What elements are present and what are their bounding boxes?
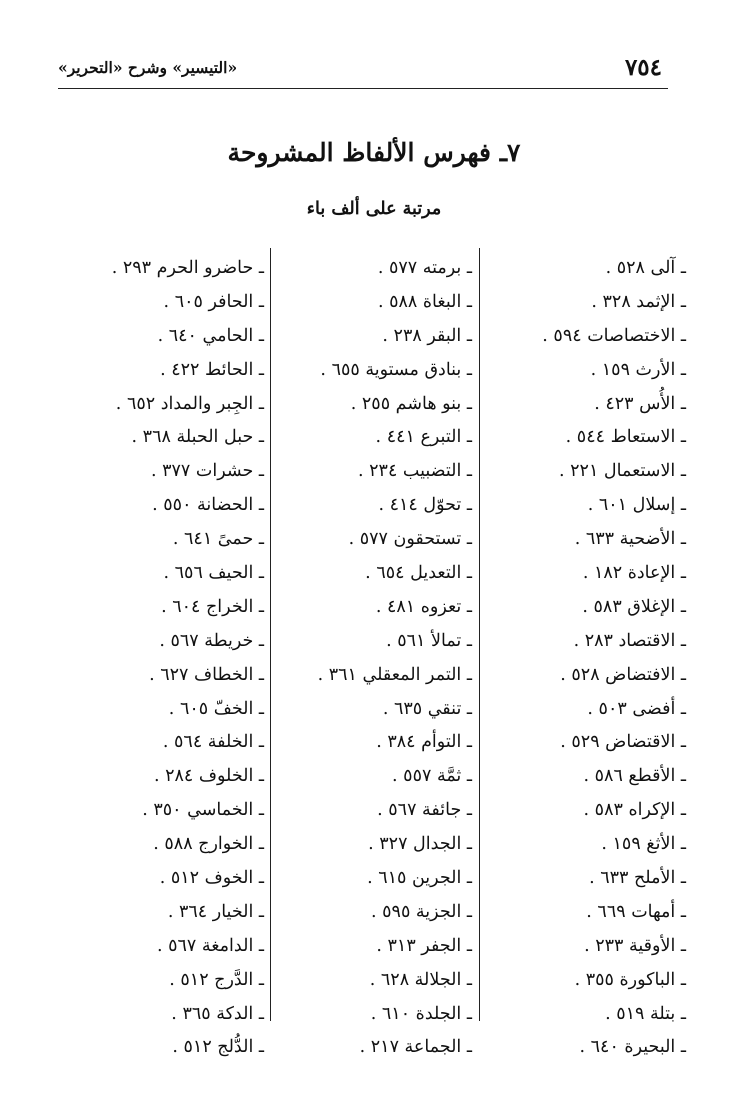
index-entry: ـ الاستعاط ٥٤٤ . — [565, 427, 686, 448]
index-entry: ـ الاستعمال ٢٢١ . — [559, 461, 686, 482]
index-entry: ـ أمهات ٦٦٩ . — [586, 901, 686, 922]
index-entry: ـ الأملح ٦٣٣ . — [589, 868, 686, 889]
index-column-right — [542, 252, 686, 1065]
column-divider — [479, 248, 480, 1021]
index-entry: ـ الأُس ٤٢٣ . — [594, 393, 686, 414]
index-entry: ـ إسلال ٦٠١ . — [587, 495, 686, 516]
index-entry: ـ الإثمد ٣٢٨ . — [591, 291, 686, 312]
index-entry: ـ الخماسي ٣٥٠ . — [142, 800, 264, 821]
index-entry: ـ تستحقون ٥٧٧ . — [348, 529, 472, 550]
index-entry: ـ برمته ٥٧٧ . — [377, 258, 472, 278]
index-entry: ـ الدَّرج ٥١٢ . — [169, 969, 264, 990]
index-entry: ـ الجماعة ٢١٧ . — [359, 1037, 472, 1058]
page-header — [58, 52, 668, 89]
index-entry: ـ الجرين ٦١٥ . — [367, 868, 472, 889]
index-entry: ـ بتلة ٥١٩ . — [605, 1003, 686, 1024]
index-entry: ـ خريطة ٥٦٧ . — [159, 630, 264, 651]
index-entry: ـ الأرث ١٥٩ . — [590, 359, 686, 380]
index-column-middle — [318, 252, 472, 1065]
index-entry: ـ الاختصاصات ٥٩٤ . — [542, 325, 686, 346]
index-entry: ـ الأضحية ٦٣٣ . — [574, 529, 686, 550]
index-entry: ـ تحوّل ٤١٤ . — [378, 495, 472, 516]
index-entry: ـ الخفّ ٦٠٥ . — [168, 698, 264, 719]
index-entry: ـ حشرات ٣٧٧ . — [150, 461, 264, 482]
index-entry: ـ الدامغة ٥٦٧ . — [156, 935, 264, 956]
index-entry: ـ الحامي ٦٤٠ . — [157, 325, 264, 346]
index-entry: ـ التعديل ٦٥٤ . — [365, 563, 472, 584]
index-entry: ـ الحضانة ٥٥٠ . — [152, 495, 264, 516]
index-entry: ـ التوأم ٣٨٤ . — [376, 732, 472, 753]
index-entry: ـ الأثغ ١٥٩ . — [601, 834, 686, 855]
index-entry: ـ الإغلاق ٥٨٣ . — [582, 596, 686, 617]
index-entry: ـ الخطاف ٦٢٧ . — [149, 664, 264, 685]
index-entry: ـ الخوف ٥١٢ . — [159, 868, 264, 889]
index-entry: ـ الخلفة ٥٦٤ . — [162, 732, 264, 753]
index-entry: ـ الخلوف ٢٨٤ . — [153, 766, 264, 787]
index-entry: ـ آلى ٥٢٨ . — [605, 258, 686, 278]
page-number: ٧٥٤ — [624, 54, 662, 81]
index-entry: ـ التبرع ٤٤١ . — [375, 427, 472, 448]
index-column-left — [112, 252, 264, 1065]
index-entry: ـ الجفر ٣١٣ . — [376, 935, 472, 956]
index-entry: ـ الدُّلج ٥١٢ . — [172, 1037, 264, 1058]
section-subtitle: مرتبة على ألف باء — [306, 199, 442, 219]
index-entry: ـ الإكراه ٥٨٣ . — [583, 800, 686, 821]
column-divider — [270, 248, 271, 1021]
running-title: «التيسير» وشرح «التحرير» — [58, 58, 238, 77]
index-entry: ـ الحائط ٤٢٢ . — [160, 359, 264, 380]
index-entry: ـ الحافر ٦٠٥ . — [163, 291, 264, 312]
index-entry: ـ تمالأ ٥٦١ . — [386, 630, 472, 651]
index-entry: ـ الجلدة ٦١٠ . — [370, 1003, 472, 1024]
index-entry: ـ الجدال ٣٢٧ . — [368, 834, 472, 855]
index-entry: ـ الجِبر والمداد ٦٥٢ . — [115, 393, 264, 414]
index-entry: ـ الإعادة ١٨٢ . — [582, 563, 686, 584]
index-entry: ـ جائفة ٥٦٧ . — [377, 800, 472, 821]
index-entry: ـ البغاة ٥٨٨ . — [377, 291, 472, 312]
index-entry: ـ الخوارج ٥٨٨ . — [153, 834, 264, 855]
index-entry: ـ الجزية ٥٩٥ . — [371, 901, 472, 922]
index-entry: ـ الأوقية ٢٣٣ . — [584, 935, 686, 956]
index-entry: ـ الافتضاض ٥٢٨ . — [560, 664, 686, 685]
index-entry: ـ الاقتضاض ٥٢٩ . — [560, 732, 686, 753]
index-entry: ـ بنادق مستوية ٦٥٥ . — [320, 359, 472, 380]
index-entry: ـ الاقتصاد ٢٨٣ . — [573, 630, 686, 651]
index-entry: ـ الخيار ٣٦٤ . — [167, 901, 264, 922]
index-entry: ـ بنو هاشم ٢٥٥ . — [350, 393, 472, 414]
index-entry: ـ ثمَّة ٥٥٧ . — [392, 766, 472, 787]
index-entry: ـ الأقطع ٥٨٦ . — [583, 766, 686, 787]
index-entry: ـ التضبيب ٢٣٤ . — [358, 461, 472, 482]
index-entry: ـ الحيف ٦٥٦ . — [163, 563, 264, 584]
index-entry: ـ تعزوه ٤٨١ . — [375, 596, 472, 617]
index-entry: ـ حبل الحبلة ٣٦٨ . — [131, 427, 264, 448]
index-entry: ـ الخراج ٦٠٤ . — [161, 596, 264, 617]
index-entry: ـ الدكة ٣٦٥ . — [171, 1003, 264, 1024]
index-entry: ـ أفضى ٥٠٣ . — [587, 698, 686, 719]
index-entry: ـ تنقي ٦٣٥ . — [382, 698, 472, 719]
index-entry: ـ التمر المعقلي ٣٦١ . — [317, 664, 472, 685]
index-entry: ـ حمىً ٦٤١ . — [172, 529, 264, 550]
index-entry: ـ البقر ٢٣٨ . — [382, 325, 472, 346]
index-entry: ـ البحيرة ٦٤٠ . — [579, 1037, 686, 1058]
index-entry: ـ الجلالة ٦٢٨ . — [369, 969, 472, 990]
index-entry: ـ الباكورة ٣٥٥ . — [574, 969, 686, 990]
index-entry: ـ حاضرو الحرم ٢٩٣ . — [111, 258, 264, 278]
section-title: ٧ـ فهرس الألفاظ المشروحة — [227, 138, 521, 167]
